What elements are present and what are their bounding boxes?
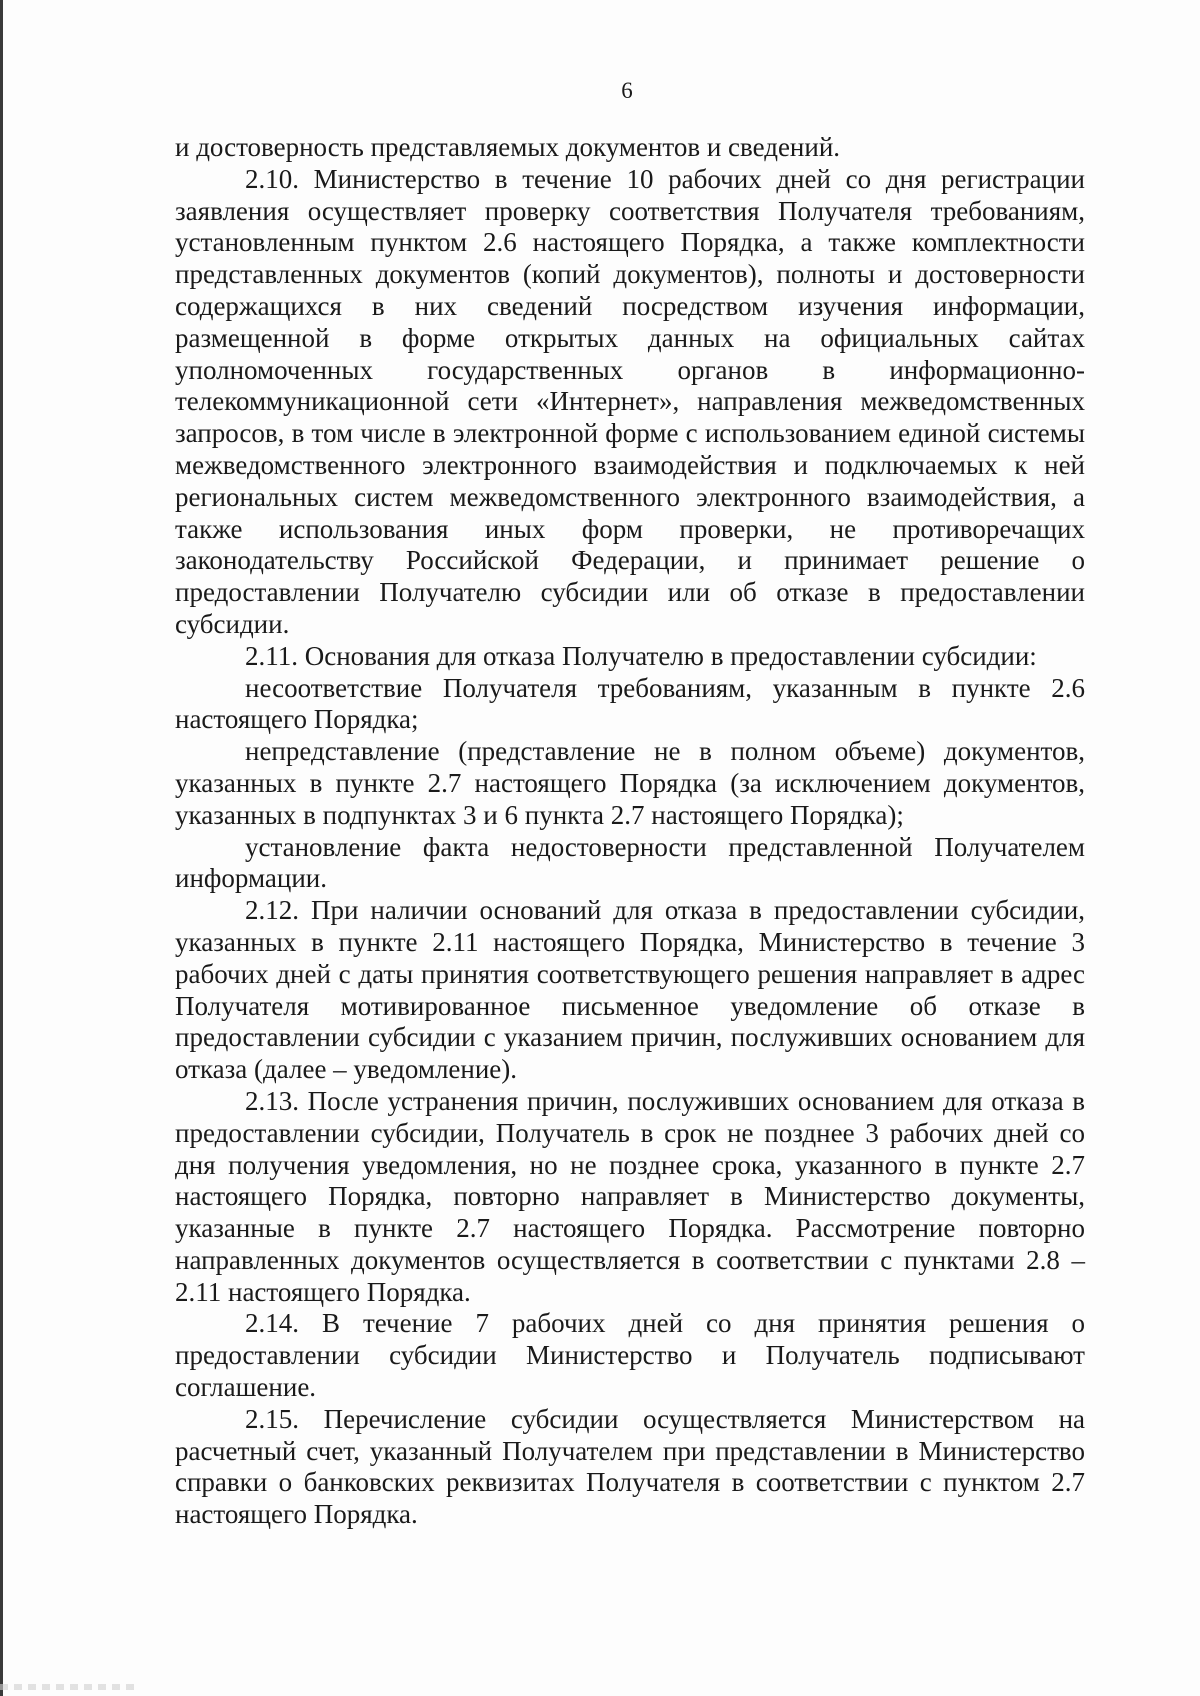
- paragraph-2-15: 2.15. Перечисление субсидии осуществляется Министерством на расчетный счет, указанный Получателем при представлении в Министерство справки о банковских реквизитах Получателя в соответствии с пунктом 2.7 настоящего Порядка.: [175, 1403, 1085, 1530]
- paragraph-2-14: 2.14. В течение 7 рабочих дней со дня принятия решения о предоставлении субсидии Министерство и Получатель подписывают соглашение.: [175, 1308, 1085, 1403]
- paragraph-2-13: 2.13. После устранения причин, послуживших основанием для отказа в предоставлении субсидии, Получатель в срок не позднее 3 рабочих дней со дня получения уведомления, но не позднее срока, указанного в пункте 2.7 настоящего Порядка, повторно направляет в Министерство документы, указанные в пункте 2.7 настоящего Порядка. Рассмотрение повторно направленных документов осуществляется в соответствии с пунктами 2.8 – 2.11 настоящего Порядка.: [175, 1085, 1085, 1307]
- paragraph-2-10: 2.10. Министерство в течение 10 рабочих дней со дня регистрации заявления осуществляет проверку соответствия Получателя требованиям, установленным пунктом 2.6 настоящего Порядка, а также комплектности представленных документов (копий документов), полноты и достоверности содержащихся в них сведений посредством изучения информации, размещенной в форме открытых данных на официальных сайтах уполномоченных государственных органов в информационно-телекоммуникационной сети «Интернет», направления межведомственных запросов, в том числе в электронной форме с использованием единой системы межведомственного электронного взаимодействия и подключаемых к ней региональных систем межведомственного электронного взаимодействия, а также использования иных форм проверки, не противоречащих законодательству Российской Федерации, и принимает решение о предоставлении Получателю субсидии или об отказе в предоставлении субсидии.: [175, 163, 1085, 639]
- scan-left-edge: [0, 0, 3, 1696]
- paragraph-2-11-item-3: установление факта недостоверности представленной Получателем информации.: [175, 831, 1085, 894]
- paragraph-continuation: и достоверность представляемых документов и сведений.: [175, 132, 841, 162]
- paragraph-2-12: 2.12. При наличии оснований для отказа в предоставлении субсидии, указанных в пункте 2.11 настоящего Порядка, Министерство в течение 3 рабочих дней с даты принятия соответствующего решения направляет в адрес Получателя мотивированное письменное уведомление об отказе в предоставлении субсидии с указанием причин, послуживших основанием для отказа (далее – уведомление).: [175, 895, 1085, 1085]
- paragraph-2-11-item-2: непредставление (представление не в полном объеме) документов, указанных в пункте 2.7 настоящего Порядка (за исключением документов, указанных в подпунктах 3 и 6 пункта 2.7 настоящего Порядка);: [175, 736, 1085, 830]
- scan-bottom-mark: [0, 1684, 140, 1690]
- paragraph-2-11-item-1: несоответствие Получателя требованиям, указанным в пункте 2.6 настоящего Порядка;: [175, 672, 1085, 735]
- page-number: 6: [621, 78, 633, 103]
- document-body: [175, 132, 1085, 1531]
- paragraph-2-11: 2.11. Основания для отказа Получателю в предоставлении субсидии:: [245, 640, 1037, 671]
